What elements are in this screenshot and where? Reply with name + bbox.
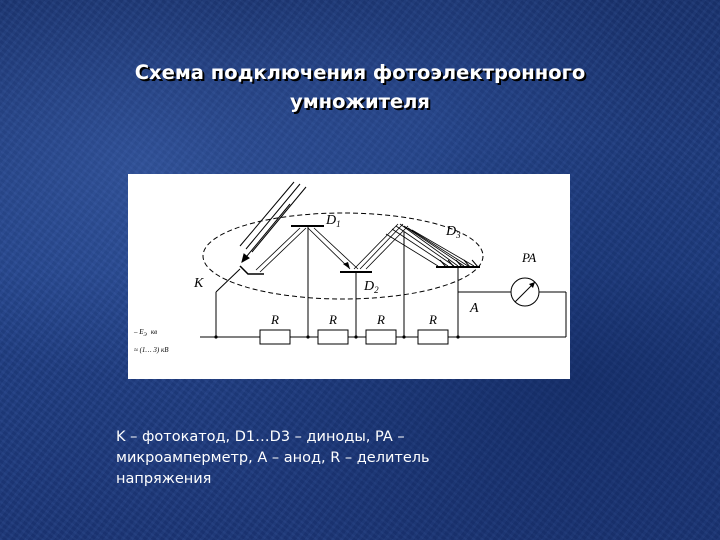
caption-line-1: K – фотокатод, D1…D3 – диноды, PA –	[116, 429, 405, 445]
diagram-caption	[116, 427, 536, 490]
resistor-1	[260, 330, 290, 344]
caption-line-2: микроамперметр, A – анод, R – делитель	[116, 450, 430, 466]
resistor-2	[318, 330, 348, 344]
caption-line-3: напряжения	[116, 471, 212, 487]
label-resistor-3: R	[377, 312, 385, 327]
label-anode: A	[470, 301, 479, 316]
label-supply-range: ≈ (1… 3) кВ	[134, 346, 169, 354]
microammeter-pa	[511, 278, 539, 306]
label-ammeter: PA	[522, 250, 537, 265]
resistor-3	[366, 330, 396, 344]
label-dynode-2: $D_2$	[364, 279, 379, 295]
pmt-circuit-diagram	[128, 174, 570, 379]
label-resistor-1: R	[271, 312, 279, 327]
label-dynode-1: $D_1$	[326, 213, 341, 229]
label-dynode-3: $D_3$	[446, 224, 461, 240]
electrode-leads	[216, 226, 458, 337]
electron-paths	[256, 224, 474, 272]
resistor-4	[418, 330, 448, 344]
label-resistor-4: R	[429, 312, 437, 327]
label-resistor-2: R	[329, 312, 337, 327]
slide-title-line-1: Схема подключения фотоэлектронного	[134, 61, 586, 84]
slide-title	[40, 58, 680, 116]
photocathode-electrode	[240, 266, 264, 274]
slide-title-line-2: умножителя	[290, 90, 430, 113]
incoming-light-rays	[240, 182, 306, 262]
label-supply-voltage: – $E_Э$ кв	[134, 328, 158, 338]
label-cathode: K	[194, 276, 204, 291]
